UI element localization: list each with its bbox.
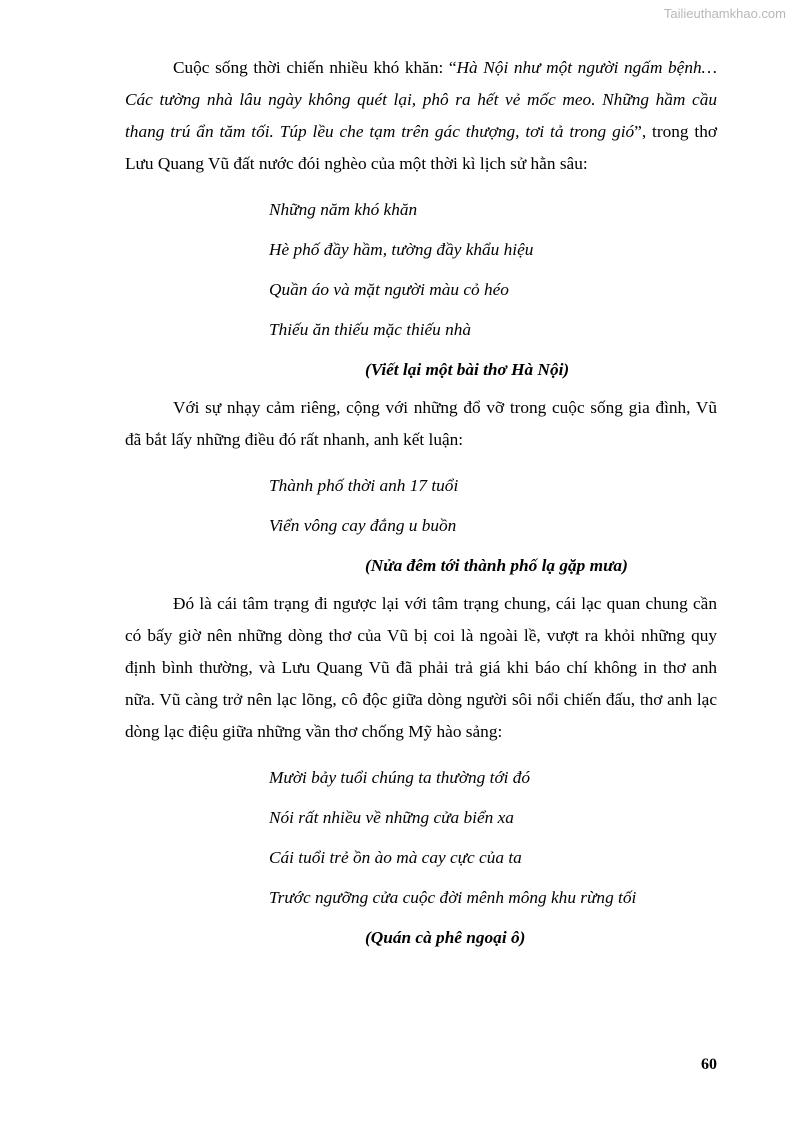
poem-1-line-4: Thiếu ăn thiếu mặc thiếu nhà	[269, 320, 472, 339]
page-content	[125, 52, 717, 958]
poem-1-line-3: Quần áo và mặt người màu cỏ héo	[269, 280, 509, 299]
paragraph-1-tail: ”, trong thơ Lưu Quang Vũ đất nước đói nghèo của một thời kì lịch sử hằn sâu:	[125, 122, 717, 173]
poem-1	[125, 190, 717, 350]
poem-3-line-3: Cái tuổi trẻ ồn ào mà cay cực của ta	[269, 848, 522, 867]
paragraph-1-quote: Hà Nội như một người ngấm bệnh… Các tường nhà lâu ngày không quét lại, phô ra hết vẻ mốc meo. Những hầm cầu thang trú ẩn tăm tối. Túp lều che tạm trên gác thượng, tơi tả trong gió	[125, 58, 717, 141]
watermark: Tailieuthamkhao.com	[663, 6, 786, 21]
poem-3-source: (Quán cà phê ngoại ô)	[365, 928, 526, 947]
poem-3-line-2: Nói rất nhiều về những cửa biển xa	[269, 808, 514, 827]
paragraph-2: Với sự nhạy cảm riêng, cộng với những đổ vỡ trong cuộc sống gia đình, Vũ đã bắt lấy những điều đó rất nhanh, anh kết luận:	[125, 398, 717, 449]
poem-2	[125, 466, 717, 546]
paragraph-1	[125, 52, 717, 180]
paragraph-3: Đó là cái tâm trạng đi ngược lại với tâm trạng chung, cái lạc quan chung cần có bấy giờ nên những dòng thơ của Vũ bị coi là ngoài lề, vượt ra khỏi những quy định bình thường, và Lưu Quang Vũ đã phải trả giá khi báo chí không in thơ anh nữa. Vũ càng trở nên lạc lõng, cô độc giữa dòng người sôi nổi chiến đấu, thơ anh lạc dòng lạc điệu giữa những vần thơ chống Mỹ hào sảng:	[125, 594, 717, 741]
poem-3	[125, 758, 717, 918]
poem-3-line-4: Trước ngưỡng cửa cuộc đời mênh mông khu rừng tối	[269, 888, 637, 907]
poem-1-line-1: Những năm khó khăn	[269, 200, 418, 219]
poem-2-line-1: Thành phố thời anh 17 tuổi	[269, 476, 459, 495]
poem-2-line-2: Viển vông cay đắng u buồn	[269, 516, 457, 535]
poem-1-source: (Viết lại một bài thơ Hà Nội)	[365, 360, 570, 379]
page-number: 60	[701, 1056, 717, 1073]
poem-3-line-1: Mười bảy tuổi chúng ta thường tới đó	[269, 768, 531, 787]
paragraph-1-lead: Cuộc sống thời chiến nhiều khó khăn: “	[173, 58, 457, 77]
poem-2-source: (Nửa đêm tới thành phố lạ gặp mưa)	[365, 556, 628, 575]
poem-1-line-2: Hè phố đầy hầm, tường đầy khẩu hiệu	[269, 240, 534, 259]
